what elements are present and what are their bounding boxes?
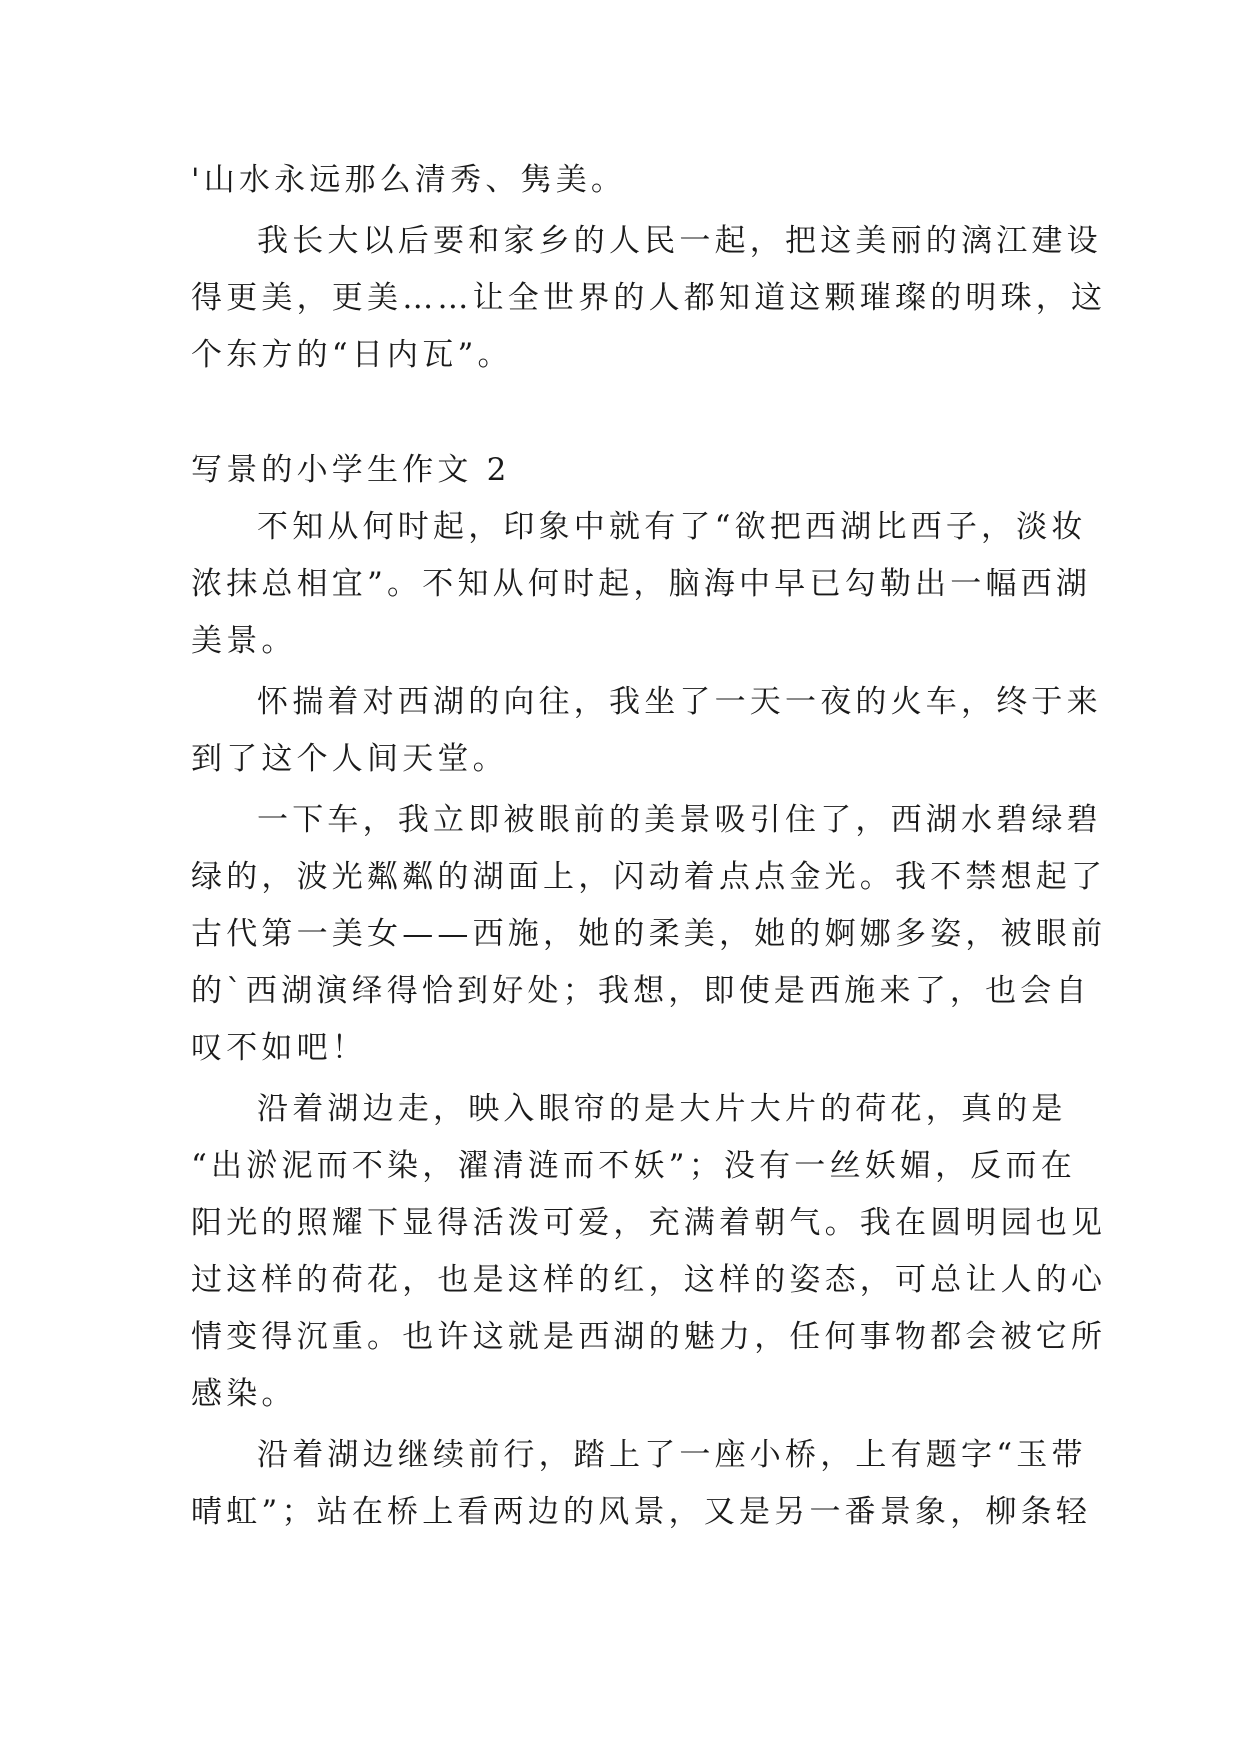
text-line: 一下车，我立即被眼前的美景吸引住了，西湖水碧绿碧 <box>257 802 1102 838</box>
text-line: 浓抹总相宜”。不知从何时起，脑海中早已勾勒出一幅西湖 <box>191 566 1092 602</box>
text-line: 古代第一美女——西施，她的柔美，她的婀娜多姿，被眼前 <box>191 916 1107 952</box>
text-line: 美景。 <box>191 623 297 659</box>
text-line: 情变得沉重。也许这就是西湖的魅力，任何事物都会被它所 <box>191 1319 1107 1355</box>
text-line: 阳光的照耀下显得活泼可爱，充满着朝气。我在圆明园也见 <box>191 1205 1107 1241</box>
text-line: '山水永远那么清秀、隽美。 <box>191 162 627 198</box>
text-line: 的`西湖演绎得恰到好处；我想，即使是西施来了，也会自 <box>191 973 1091 1009</box>
text-line: 叹不如吧！ <box>191 1030 367 1066</box>
text-line: 晴虹”；站在桥上看两边的风景，又是另一番景象，柳条轻 <box>191 1494 1092 1530</box>
text-line: 个东方的“日内瓦”。 <box>191 337 513 373</box>
text-line: 感染。 <box>191 1376 297 1412</box>
text-line: 得更美，更美……让全世界的人都知道这颗璀璨的明珠，这 <box>191 280 1107 316</box>
section-title: 写景的小学生作文 2 <box>191 452 511 488</box>
text-line: 我长大以后要和家乡的人民一起，把这美丽的漓江建设 <box>257 223 1102 259</box>
text-line: 过这样的荷花，也是这样的红，这样的姿态，可总让人的心 <box>191 1262 1107 1298</box>
text-line: 沿着湖边继续前行，踏上了一座小桥，上有题字“玉带 <box>257 1437 1087 1473</box>
text-line: 不知从何时起，印象中就有了“欲把西湖比西子，淡妆 <box>257 509 1087 545</box>
text-line: 绿的，波光粼粼的湖面上，闪动着点点金光。我不禁想起了 <box>191 859 1107 895</box>
text-line: “出淤泥而不染，濯清涟而不妖”；没有一丝妖媚，反而在 <box>191 1148 1076 1184</box>
text-line: 到了这个人间天堂。 <box>191 741 508 777</box>
text-line: 沿着湖边走，映入眼帘的是大片大片的荷花，真的是 <box>257 1091 1067 1127</box>
text-line: 怀揣着对西湖的向往，我坐了一天一夜的火车，终于来 <box>257 684 1102 720</box>
article-body <box>191 152 1107 1541</box>
